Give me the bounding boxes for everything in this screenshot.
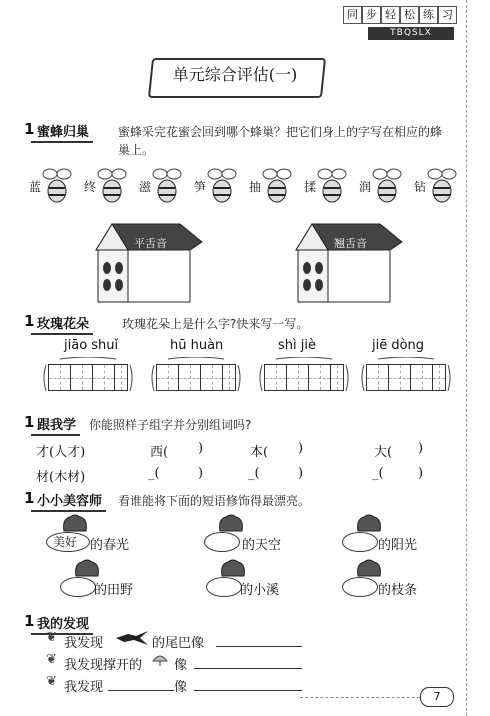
blank-prompt[interactable]: _( (248, 466, 260, 481)
grid-cell[interactable] (308, 364, 331, 391)
close-paren: ) (298, 466, 304, 481)
grid-cell[interactable] (114, 364, 128, 391)
discovery-pre: 我发现撑开的 (64, 658, 143, 673)
phrase-item[interactable] (60, 558, 200, 600)
bee-icon (315, 165, 349, 205)
petal-icon: ❦ (46, 652, 57, 667)
close-paren: ) (298, 441, 304, 456)
section-label: 蜜蜂归巢 (31, 121, 93, 143)
close-paren: ) (418, 466, 424, 481)
answer-line[interactable] (216, 646, 302, 647)
phrase-item[interactable] (204, 513, 344, 555)
flower-icon (60, 513, 90, 533)
example-answer: 美好 (53, 535, 78, 549)
bee-char: 揉 (303, 180, 316, 194)
section-mark: 1 (24, 120, 35, 138)
grid-cell[interactable] (264, 364, 287, 391)
bee-char: 钻 (413, 180, 426, 194)
beehive-house (290, 222, 405, 304)
phrase-text: 的春光 (90, 538, 130, 553)
phrase-text: 的阳光 (378, 538, 418, 553)
bee-char: 蓝 (28, 180, 41, 194)
answer-line[interactable] (194, 668, 302, 669)
grid-cell[interactable] (70, 364, 93, 391)
writing-grid[interactable] (148, 357, 244, 397)
bee-icon (425, 165, 459, 205)
flower-icon (72, 558, 102, 578)
page-edge (466, 0, 467, 716)
discovery-post: 像 (174, 658, 188, 673)
flower-icon (354, 558, 384, 578)
phrase-item[interactable] (46, 513, 186, 555)
discovery-post: 的尾巴像 (152, 636, 205, 651)
close-paren: ) (198, 466, 204, 481)
writing-grid[interactable] (256, 357, 352, 397)
example-text: 材(木材) (36, 470, 86, 485)
bee-icon (40, 165, 74, 205)
bee-char: 抽 (248, 180, 261, 194)
discovery-pre: 我发现 (64, 680, 104, 695)
discovery-line (46, 652, 306, 672)
header-char: 松 (400, 6, 419, 24)
phrase-item[interactable] (206, 558, 346, 600)
instruction: 玫瑰花朵上是什么字?快来写一写。 (122, 317, 309, 331)
discovery-pre: 我发现 (64, 636, 104, 651)
answer-oval[interactable] (60, 577, 96, 597)
char-prompt: 西( (150, 445, 169, 460)
flower-icon (354, 513, 384, 533)
header-char: 轻 (381, 6, 400, 24)
discovery-post: 像 (174, 680, 188, 695)
phrase-text: 的枝条 (378, 583, 418, 598)
phrase-item[interactable] (342, 558, 472, 600)
header-char: 同 (343, 6, 362, 24)
example-text: 才(人才) (36, 445, 86, 460)
char-prompt: 本( (250, 445, 269, 460)
grid-cell[interactable] (92, 364, 115, 391)
grid-cell[interactable] (432, 364, 446, 391)
bee-icon (150, 165, 184, 205)
phrase-text: 的小溪 (240, 583, 280, 598)
blank-prompt[interactable]: _( (148, 466, 160, 481)
phrase-text: 的田野 (94, 583, 134, 598)
house-label: 平舌音 (134, 237, 167, 250)
section-mark: 1 (24, 413, 35, 431)
grid-cell[interactable] (178, 364, 201, 391)
instruction: 巢上。 (118, 143, 155, 157)
pinyin: hū huàn (170, 338, 224, 353)
petal-icon: ❦ (46, 630, 57, 645)
phrase-text: 的天空 (242, 538, 282, 553)
instruction: 你能照样子组字并分别组词吗? (89, 418, 252, 432)
header-char: 步 (362, 6, 381, 24)
footer-rule (300, 697, 420, 698)
bee-char: 润 (358, 180, 371, 194)
grid-cell[interactable] (366, 364, 389, 391)
close-paren: ) (418, 441, 424, 456)
pinyin: jiāo shuǐ (64, 338, 119, 353)
flower-icon (216, 513, 246, 533)
header-char: 练 (419, 6, 438, 24)
beehive-house (90, 222, 205, 304)
bee-icon (95, 165, 129, 205)
section-mark: 1 (24, 612, 35, 630)
grid-cell[interactable] (410, 364, 433, 391)
discovery-line (46, 674, 306, 694)
answer-line[interactable] (108, 690, 174, 691)
flower-icon (218, 558, 248, 578)
instruction: 蜜蜂采完花蜜会回到哪个蜂巢？把它们身上的字写在相应的蜂 (118, 125, 443, 139)
section-label: 玫瑰花朵 (31, 313, 93, 335)
bee-char: 笋 (193, 180, 206, 194)
umbrella-icon (152, 653, 168, 667)
phrase-item[interactable] (342, 513, 472, 555)
writing-grid[interactable] (358, 357, 454, 397)
header-band: TBQSLX (368, 27, 454, 40)
page-title: 单元综合评估(一) (172, 65, 298, 84)
section-label: 跟我学 (31, 414, 80, 436)
char-prompt: 大( (374, 445, 393, 460)
answer-oval[interactable] (342, 577, 378, 597)
grid-cell[interactable] (48, 364, 71, 391)
page-number: 7 (420, 687, 454, 707)
blank-prompt[interactable]: _( (372, 466, 384, 481)
house-label: 翘舌音 (334, 237, 367, 250)
section-label: 我的发现 (31, 613, 93, 635)
grid-cell[interactable] (156, 364, 179, 391)
bee-char: 滋 (138, 180, 151, 194)
bee-icon (205, 165, 239, 205)
bee-icon (370, 165, 404, 205)
instruction: 看谁能将下面的短语修饰得最漂亮。 (118, 494, 311, 508)
grid-cell[interactable] (388, 364, 411, 391)
section-mark: 1 (24, 312, 35, 330)
header-char: 习 (438, 6, 457, 24)
discovery-line (46, 630, 306, 650)
answer-oval[interactable] (204, 532, 240, 552)
bee-char: 终 (83, 180, 96, 194)
section-mark: 1 (24, 489, 35, 507)
grid-cell[interactable] (222, 364, 236, 391)
grid-cell[interactable] (286, 364, 309, 391)
swallow-icon (114, 630, 150, 646)
answer-line[interactable] (194, 690, 302, 691)
pinyin: shì jiè (278, 338, 316, 353)
grid-cell[interactable] (200, 364, 223, 391)
answer-oval[interactable] (206, 577, 242, 597)
answer-oval[interactable] (342, 532, 378, 552)
petal-icon: ❦ (46, 674, 57, 689)
section-label: 小小美容师 (31, 490, 106, 512)
writing-grid[interactable] (40, 357, 136, 397)
pinyin: jiē dòng (372, 338, 425, 353)
bee-icon (260, 165, 294, 205)
close-paren: ) (198, 441, 204, 456)
grid-cell[interactable] (330, 364, 344, 391)
